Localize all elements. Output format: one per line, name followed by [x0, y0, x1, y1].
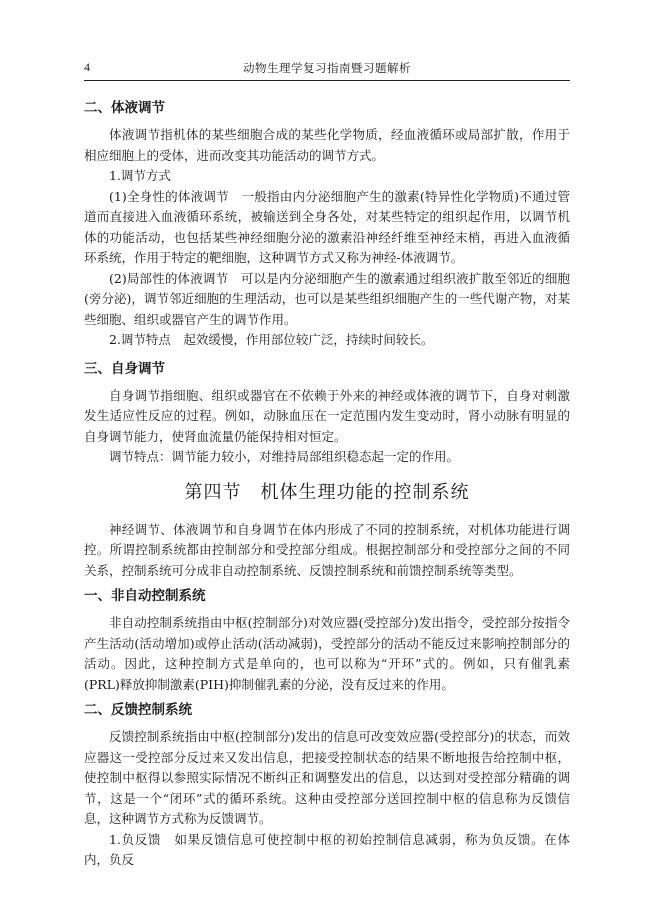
paragraph-autoregulation-features: 调节特点：调节能力较小，对维持局部组织稳态起一定的作用。	[109, 449, 460, 464]
page-body	[84, 98, 570, 871]
paragraph-systemic-humoral: (1)全身性的体液调节 一般指由内分泌细胞产生的激素(特异性化学物质)不通过管道而直接进入血液循环系统，被输送到全身各处，对某些特定的组织起作用，以调节机体的功能活动，也包括某些神经细胞分泌的激素沿神经纤维至神经末梢，再进入血液循环系统，作用于特定的靶细胞，这种调节方式又称为神经-体液调节。	[84, 188, 570, 265]
paragraph-humoral-definition: 体液调节指机体的某些细胞合成的某些化学物质，经血液循环或局部扩散，作用于相应细胞上的受体，进而改变其功能活动的调节方式。	[84, 127, 570, 163]
heading-feedback-control: 二、反馈控制系统	[84, 702, 192, 718]
paragraph-local-humoral: (2)局部性的体液调节 可以是内分泌细胞产生的激素通过组织液扩散至邻近的细胞(旁分泌)，调节邻近细胞的生理活动，也可以是某些组织细胞产生的一些代谢产物，对某些细胞、组织或器官产生的调节作用。	[84, 270, 570, 327]
subheading-regulation-modes: 1.调节方式	[109, 168, 171, 183]
heading-humoral-regulation: 二、体液调节	[84, 100, 165, 116]
paragraph-autoregulation-definition: 自身调节指细胞、组织或器官在不依赖于外来的神经或体液的调节下，自身对刺激发生适应性反应的过程。例如，动脉血压在一定范围内发生变动时，肾小动脉有明显的自身调节能力，使肾血流量仍能保持相对恒定。	[84, 387, 570, 444]
heading-autoregulation: 三、自身调节	[84, 360, 165, 377]
paragraph-negative-feedback: 1.负反馈 如果反馈信息可使控制中枢的初始控制信息减弱，称为负反馈。在体内，负反	[84, 831, 570, 867]
paragraph-non-automatic-control: 非自动控制系统指由中枢(控制部分)对效应器(受控部分)发出指令，受控部分按指令产生活动(活动增加)或停止活动(活动减弱)，受控部分的活动不能反过来影响控制部分的活动。因此，这种控制方式是单向的，也可以称为“开环”式的。例如，只有催乳素(PRL)释放抑制激素(PIH)抑制催乳素的分泌，没有反过来的作用。	[84, 615, 570, 692]
section-title: 第四节 机体生理功能的控制系统	[184, 481, 470, 503]
paragraph-feedback-control: 反馈控制系统指由中枢(控制部分)发出的信息可改变效应器(受控部分)的状态，而效应器这一受控部分反过来又发出信息，把接受控制状态的结果不断地报告给控制中枢，使控制中枢得以参照实际情况不断纠正和调整发出的信息，以达到对受控部分精确的调节，这是一个“闭环”式的循环系统。这种由受控部分送回控制中枢的信息称为反馈信息，这种调节方式称为反馈调节。	[84, 729, 570, 826]
page-number: 4	[84, 60, 90, 74]
paragraph-humoral-features: 2.调节特点 起效缓慢，作用部位较广泛，持续时间较长。	[109, 332, 434, 347]
heading-non-automatic-control: 一、非自动控制系统	[84, 588, 206, 604]
page-header	[84, 58, 570, 81]
paragraph-control-systems-intro: 神经调节、体液调节和自身调节在体内形成了不同的控制系统，对机体功能进行调控。所谓控制系统都由控制部分和受控部分组成。根据控制部分和受控部分之间的不同关系，控制系统可分成非自动控制系统、反馈控制系统和前馈控制系统等类型。	[84, 521, 570, 578]
running-title: 动物生理学复习指南暨习题解析	[243, 61, 411, 75]
